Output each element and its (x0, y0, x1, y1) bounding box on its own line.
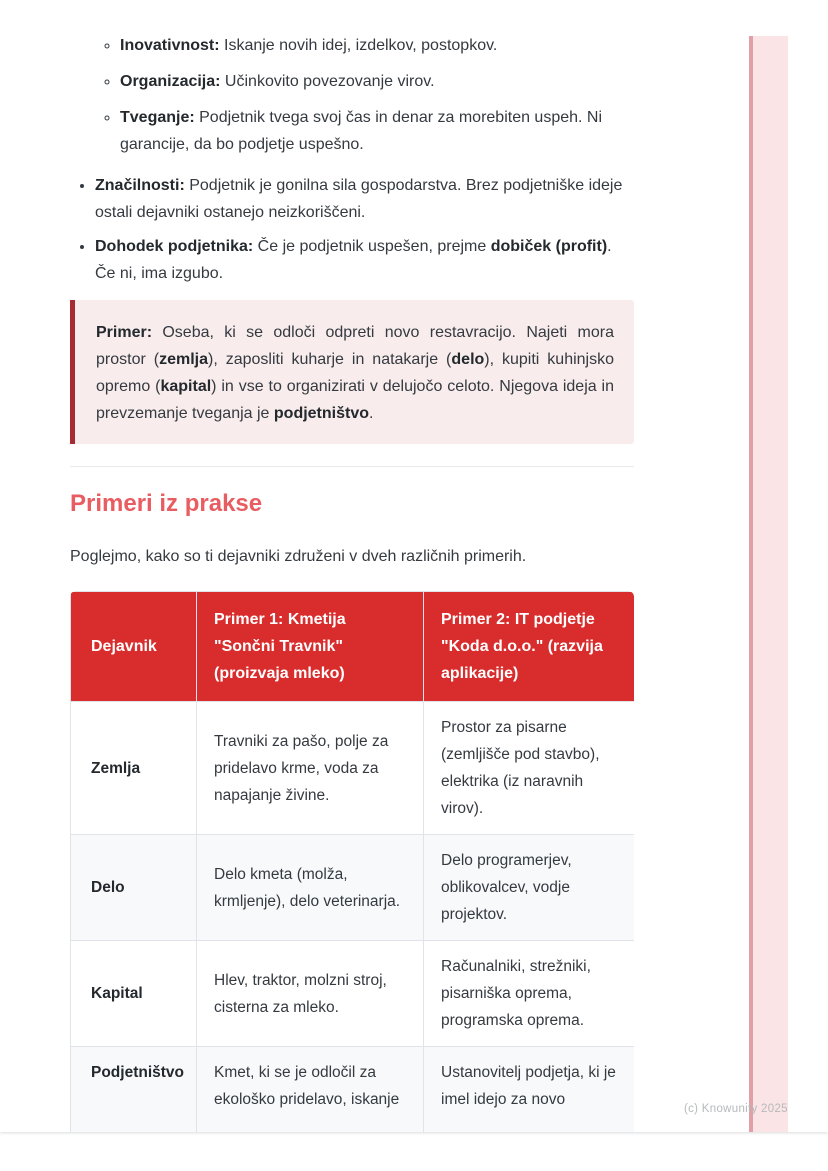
list-item-organizacija: ◦ Organizacija: Učinkovito povezovanje virov. (120, 68, 634, 95)
comparison-table-wrap (70, 591, 634, 1132)
table-row-zemlja (71, 702, 635, 835)
header-cell-factor: Dejavnik (71, 592, 197, 702)
section-heading: Primeri iz prakse (70, 490, 263, 517)
decorative-side-bar (749, 36, 788, 1132)
section-divider (70, 466, 634, 467)
it-cell: Prostor za pisarne (zemljišče pod stavbo), elektrika (iz naravnih virov). (424, 702, 635, 835)
it-cell: Ustanovitelj podjetja, ki je imel idejo za novo (424, 1047, 635, 1133)
header-cell-example2: Primer 2: IT podjetje "Koda d.o.o." (razvija aplikacije) (424, 592, 635, 702)
content-column (70, 0, 634, 1132)
example-callout: Primer: Oseba, ki se odloči odpreti novo restavracijo. Najeti mora prostor (zemlja), zaposliti kuharje in natakarje (delo), kupiti kuhinjsko opremo (kapital) in vse to organizirati v delujočo celoto. Njegova ideja in prevzemanje tveganja je podjetništvo. (70, 300, 634, 444)
row-label-cell: Zemlja (71, 702, 197, 835)
table-row-delo (71, 835, 635, 941)
list-item-inovativnost: ◦ Inovativnost: Iskanje novih idej, izdelkov, postopkov. (120, 32, 634, 59)
list-item-dohodek: • Dohodek podjetnika: Če je podjetnik uspešen, prejme dobiček (profit). Če ni, ima izgubo. (95, 233, 634, 287)
it-cell: Računalniki, strežniki, pisarniška oprema, programska oprema. (424, 941, 635, 1047)
entrepreneur-traits-sub-list (70, 32, 634, 158)
comparison-table (70, 591, 634, 1132)
intro-paragraph: Poglejmo, kako so ti dejavniki združeni v dveh različnih primerih. (70, 548, 527, 565)
watermark: (c) Knowunity 2025 (684, 1103, 788, 1115)
it-cell: Delo programerjev, oblikovalcev, vodje projektov. (424, 835, 635, 941)
row-label-cell: Delo (71, 835, 197, 941)
header-cell-example1: Primer 1: Kmetija "Sončni Travnik" (proizvaja mleko) (197, 592, 424, 702)
farm-cell: Kmet, ki se je odločil za ekološko pridelavo, iskanje (197, 1047, 424, 1133)
list-item-tveganje: ◦ Tveganje: Podjetnik tvega svoj čas in denar za morebiten uspeh. Ni garancije, da bo podjetje uspešno. (120, 104, 634, 158)
farm-cell: Travniki za pašo, polje za pridelavo krme, voda za napajanje živine. (197, 702, 424, 835)
row-label-cell: Kapital (71, 941, 197, 1047)
farm-cell: Hlev, traktor, molzni stroj, cisterna za mleko. (197, 941, 424, 1047)
row-label-cell: Podjetništvo (71, 1047, 197, 1133)
table-row-kapital (71, 941, 635, 1047)
list-item-znacilnosti: • Značilnosti: Podjetnik je gonilna sila gospodarstva. Brez podjetniške ideje ostali dejavniki ostanejo neizkoriščeni. (95, 172, 634, 226)
entrepreneur-main-list (70, 172, 634, 287)
table-header-row (71, 592, 635, 702)
table-row-podjetnistvo (71, 1047, 635, 1133)
farm-cell: Delo kmeta (molža, krmljenje), delo veterinarja. (197, 835, 424, 941)
